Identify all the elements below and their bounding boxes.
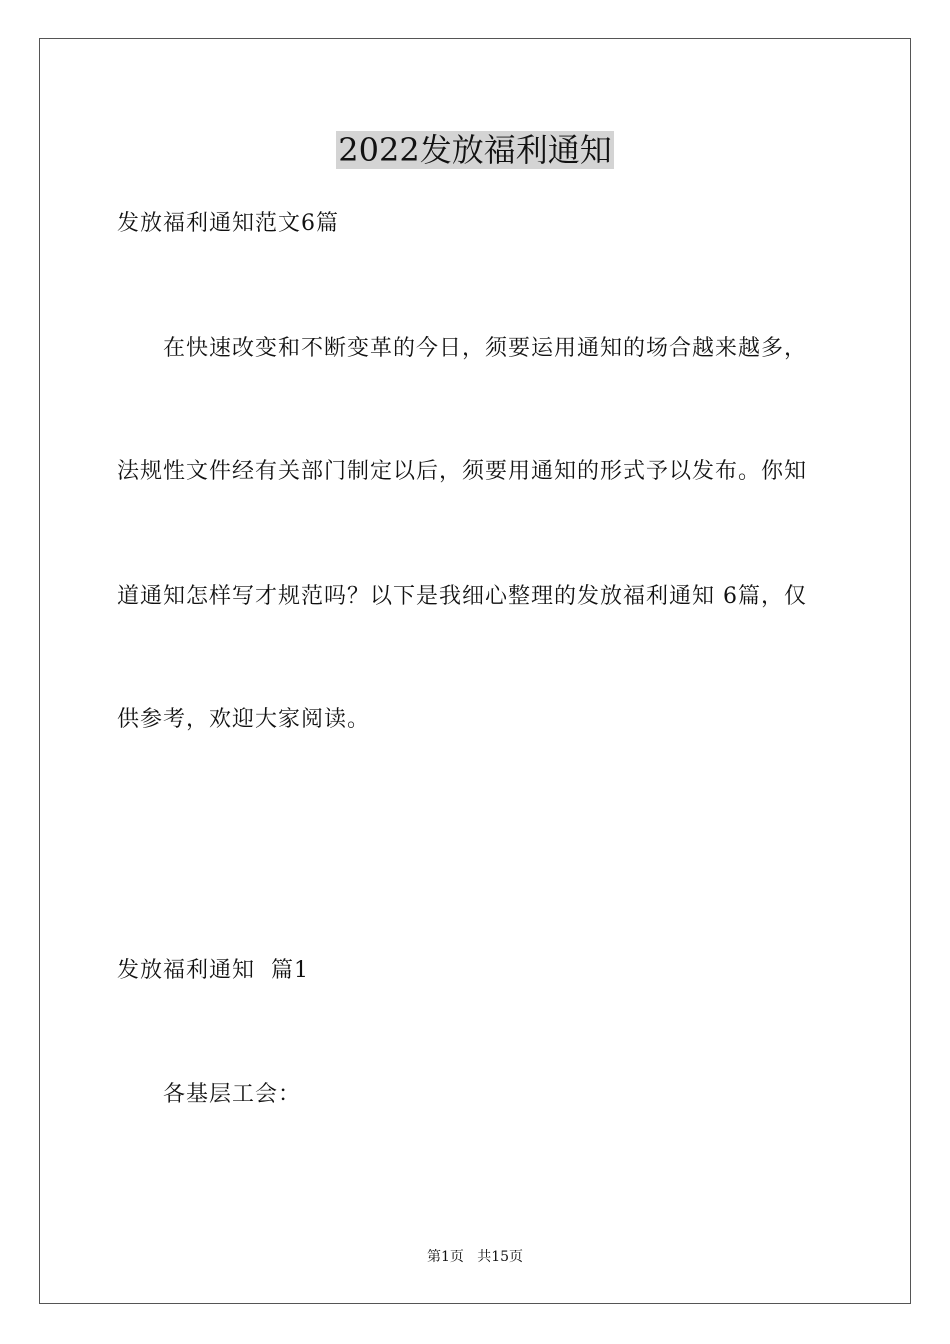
section-heading: 发放福利通知 篇1 [117, 958, 309, 983]
paragraph-line-1: 在快速改变和不断变革的今日，须要运用通知的场合越来越多， [163, 336, 808, 361]
document-title-text: 2022发放福利通知 [338, 131, 612, 169]
paragraph-line-3: 道通知怎样写才规范吗？以下是我细心整理的发放福利通知 6篇，仅 [117, 584, 807, 609]
paragraph-line-4: 供参考，欢迎大家阅读。 [117, 707, 371, 732]
paragraph-line-2: 法规性文件经有关部门制定以后，须要用通知的形式予以发布。你知 [117, 459, 808, 484]
document-subtitle: 发放福利通知范文6篇 [117, 211, 339, 236]
page-footer: 第1页 共15页 [426, 1249, 524, 1265]
document-title [0, 128, 950, 172]
salutation: 各基层工会： [163, 1082, 302, 1107]
